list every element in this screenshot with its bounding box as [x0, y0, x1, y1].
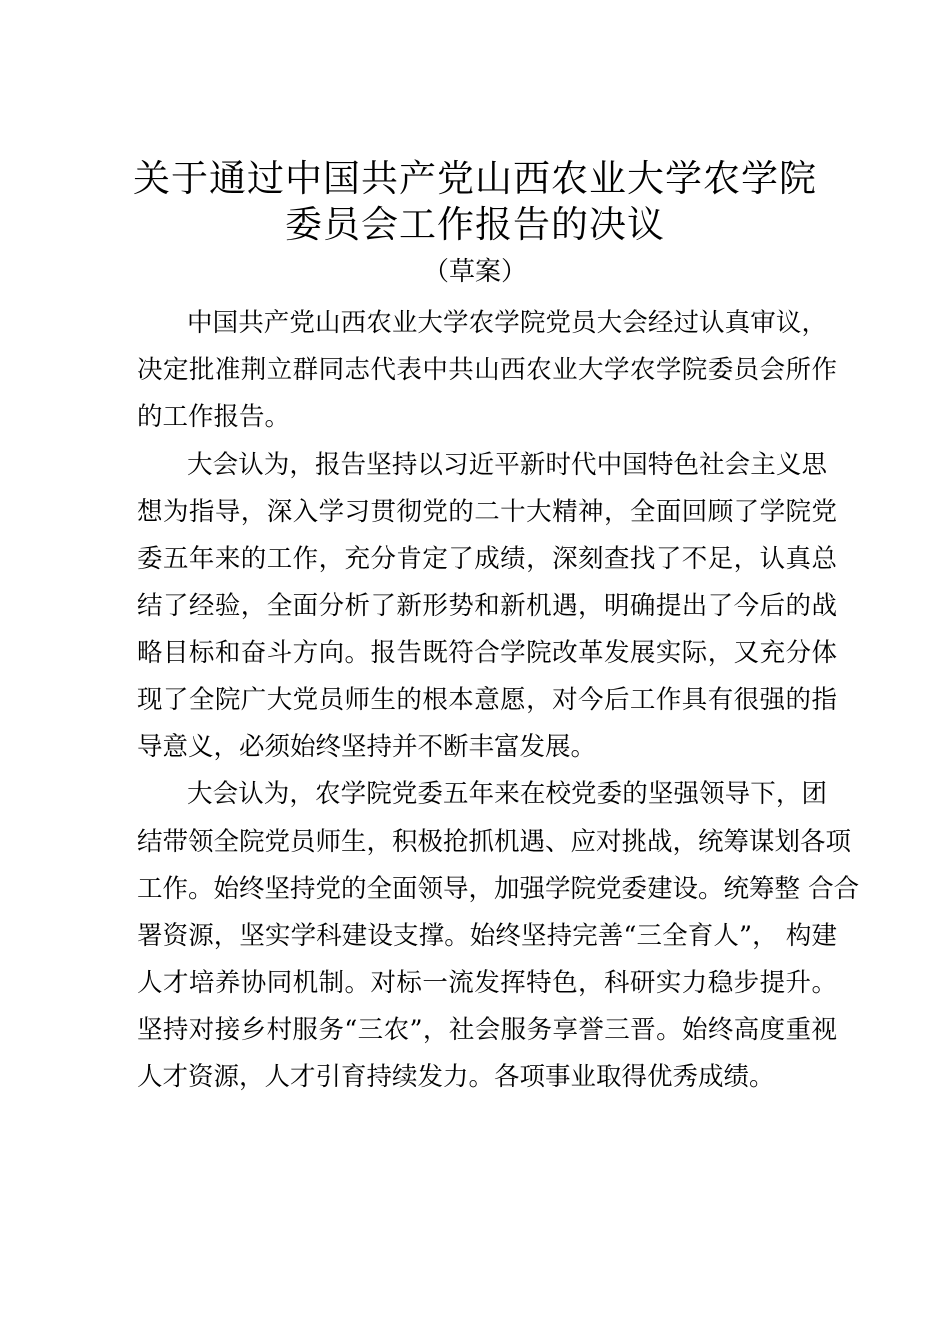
paragraph-2-line-3: 委五年来的工作，充分肯定了成绩，深刻查找了不足，认真总 [137, 544, 837, 574]
paragraph-2-line-6: 现了全院广大党员师生的根本意愿，对今后工作具有很强的指 [137, 685, 837, 715]
document-title-line-2: 委员会工作报告的决议 [285, 203, 665, 246]
document-subtitle: （草案） [422, 257, 527, 287]
paragraph-3-line-5: 人才培养协同机制。对标一流发挥特色，科研实力稳步提升。 [137, 968, 837, 998]
paragraph-3-line-2: 结带领全院党员师生，积极抢抓机遇、应对挑战，统筹谋划各项 [137, 827, 852, 857]
paragraph-2-line-7: 导意义，必须始终坚持并不断丰富发展。 [137, 732, 597, 762]
paragraph-3-line-6: 坚持对接乡村服务“三农”，社会服务享誉三晋。始终高度重视 [137, 1015, 837, 1045]
paragraph-1-line-1: 中国共产党山西农业大学农学院党员大会经过认真审议， [187, 308, 827, 338]
paragraph-3-line-3: 工作。始终坚持党的全面领导，加强学院党委建设。统筹整 合合 [137, 874, 860, 904]
paragraph-2-line-1: 大会认为，报告坚持以习近平新时代中国特色社会主义思 [187, 450, 827, 480]
paragraph-2-line-5: 略目标和奋斗方向。报告既符合学院改革发展实际，又充分体 [137, 638, 837, 668]
paragraph-3-line-1: 大会认为，农学院党委五年来在校党委的坚强领导下，团 [187, 779, 827, 809]
paragraph-2-line-2: 想为指导，深入学习贯彻党的二十大精神，全面回顾了学院党 [137, 497, 837, 527]
paragraph-3-line-4: 署资源，坚实学科建设支撑。始终坚持完善“三全育人”， 构建 [137, 921, 837, 951]
document-title-line-1: 关于通过中国共产党山西农业大学农学院 [133, 157, 817, 200]
paragraph-2-line-4: 结了经验，全面分析了新形势和新机遇，明确提出了今后的战 [137, 591, 837, 621]
paragraph-1-line-2: 决定批准荆立群同志代表中共山西农业大学农学院委员会所作 [137, 355, 837, 385]
paragraph-1-line-3: 的工作报告。 [137, 402, 291, 432]
paragraph-3-line-7: 人才资源，人才引育持续发力。各项事业取得优秀成绩。 [137, 1062, 775, 1092]
